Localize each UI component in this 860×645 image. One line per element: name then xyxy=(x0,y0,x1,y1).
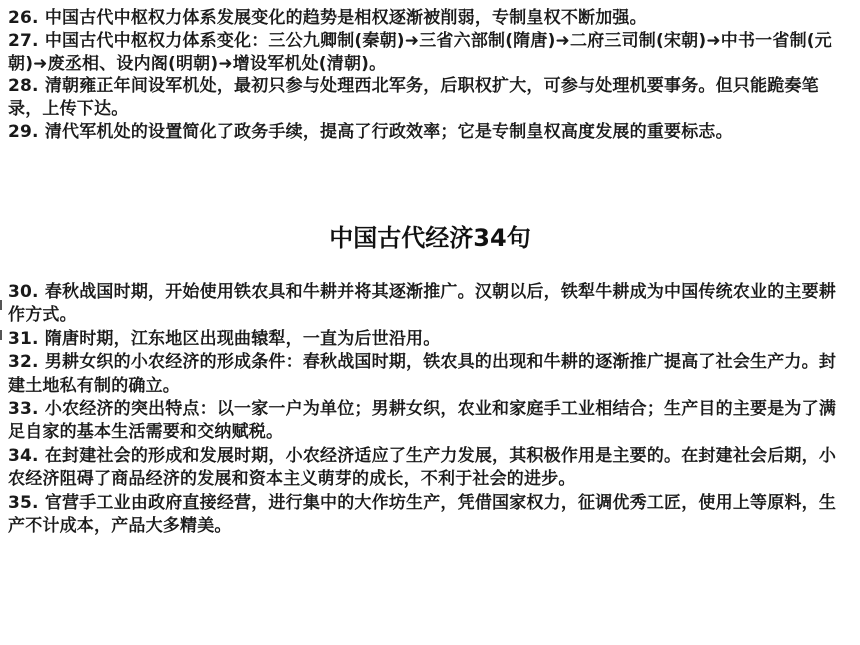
political-points-list xyxy=(8,7,850,144)
list-item: 35. 官营手工业由政府直接经营，进行集中的大作坊生产，凭借国家权力，征调优秀工匠，使用上等原料，生产不计成本，产品大多精美。 xyxy=(8,492,837,537)
list-item: 32. 男耕女织的小农经济的形成条件：春秋战国时期，铁农具的出现和牛耕的逐渐推广提高了社会生产力。封建土地私有制的确立。 xyxy=(8,352,837,396)
list-item: 34. 在封建社会的形成和发展时期，小农经济适应了生产力发展，其积极作用是主要的。在封建社会后期，小农经济阻碍了商品经济的发展和资本主义萌芽的成长，不利于社会的进步。 xyxy=(8,445,837,490)
list-item: 33. 小农经济的突出特点：以一家一户为单位；男耕女织，农业和家庭手工业相结合；生产目的主要是为了满足自家的基本生活需要和交纳赋税。 xyxy=(8,399,837,443)
list-item: 28. 清朝雍正年间设军机处，最初只参与处理西北军务，后职权扩大，可参与处理机要事务。但只能跪奏笔录，上传下达。 xyxy=(8,76,819,120)
list-item: 31. 隋唐时期，江东地区出现曲辕犁，一直为后世沿用。 xyxy=(8,328,441,349)
list-item: 26. 中国古代中枢权力体系发展变化的趋势是相权逐渐被削弱，专制皇权不断加强。 xyxy=(8,8,647,28)
list-item: 29. 清代军机处的设置简化了政务手续，提高了行政效率；它是专制皇权高度发展的重要标志。 xyxy=(8,121,733,142)
list-item: 30. 春秋战国时期，开始使用铁农具和牛耕并将其逐渐推广。汉朝以后，铁犁牛耕成为中国传统农业的主要耕作方式。 xyxy=(8,282,837,326)
section-heading: 中国古代经济34句 xyxy=(329,224,531,252)
list-item: 27. 中国古代中枢权力体系变化：三公九卿制(秦朝)➜三省六部制(隋唐)➜二府三司制(宋朝)➜中书一省制(元朝)➜废丞相、设内阁(明朝)➜增设军机处(清朝)。 xyxy=(8,30,832,74)
left-edge-mark xyxy=(0,330,2,340)
economy-points-list xyxy=(8,281,850,538)
left-edge-mark xyxy=(0,300,2,310)
